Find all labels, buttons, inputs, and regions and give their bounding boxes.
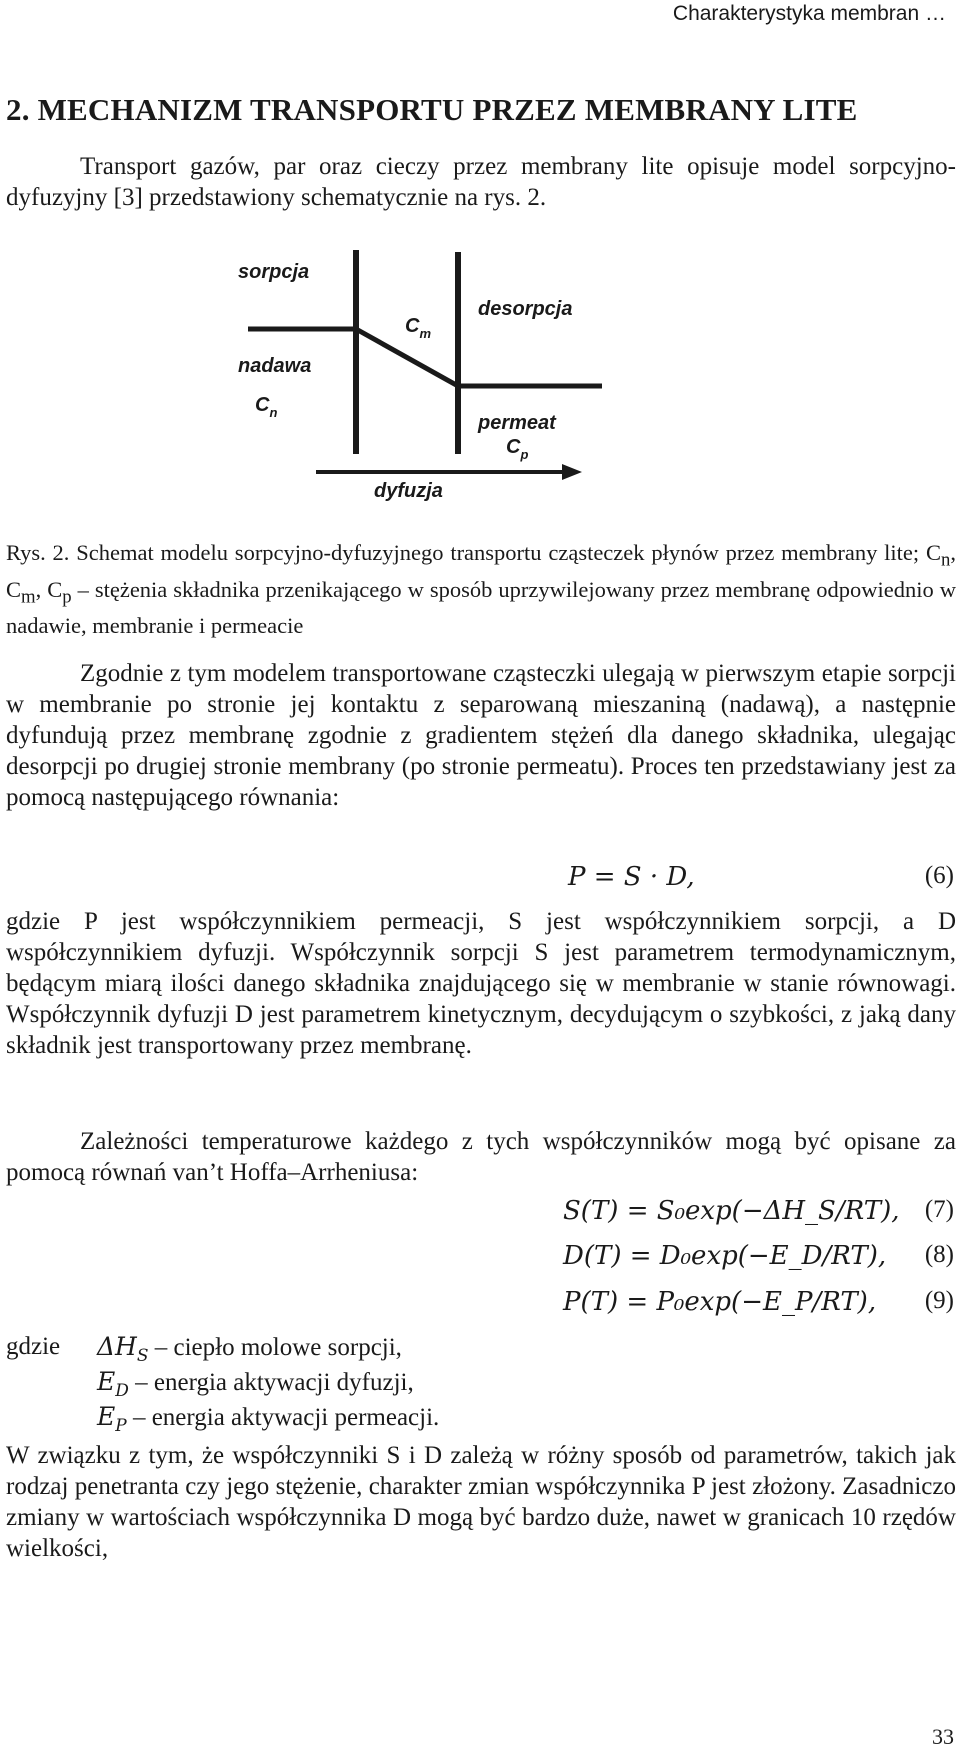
caption-label: Rys. 2. xyxy=(6,540,70,565)
definitions-lead: gdzie xyxy=(6,1333,61,1360)
body-paragraph-1: Zgodnie z tym modelem transportowane cząsteczki ulegają w pierwszym etapie sorpcji w membranie po stronie jej kontaktu z separowaną mieszaniną (nadawą), a następnie dyfundują przez membranę zgodnie z gradientem stężeń dla danego składnika, ulegając desorpcji po drugiej stronie membrany (po stronie permeatu). Proces ten przedstawiany jest za pomocą następującego równania: xyxy=(6,660,956,811)
definition-heat-of-sorption: $\Delta H_S$ – ciepło molowe sorpcji, xyxy=(97,1332,402,1366)
page-number: 33 xyxy=(932,1724,954,1749)
label-cm: $C_m$ xyxy=(405,315,432,341)
figure-caption: Rys. 2. Schemat modelu sorpcyjno-dyfuzyjnego transportu cząsteczek płynów przez membrany lite; $C_n$, $C_m$, $C_p$ – stężenia składnika przenikającego w sposób uprzywilejowany przez membranę odpowiednio w nadawie, membranie i permeacie xyxy=(6,540,956,638)
running-header: Charakterystyka membran … xyxy=(672,2,946,25)
section-title: 2. MECHANIZM TRANSPORTU PRZEZ MEMBRANY LITE xyxy=(6,92,858,127)
label-cp: $C_p$ xyxy=(506,436,529,462)
membrane-gradient-line xyxy=(356,329,458,386)
equation-7: S(T) = S₀exp(−ΔH_S/RT), xyxy=(563,1196,900,1226)
label-nadawa: nadawa xyxy=(238,355,312,377)
equation-8-number: (8) xyxy=(924,1241,954,1268)
definition-diffusion-activation-energy: $E_D$ – energia aktywacji dyfuzji, xyxy=(97,1367,414,1401)
body-paragraph-3: Zależności temperaturowe każdego z tych współczynników mogą być opisane za pomocą równań van’t Hoffa–Arrheniusa: xyxy=(6,1128,956,1186)
intro-paragraph: Transport gazów, par oraz cieczy przez membrany lite opisuje model sorpcyjno-dyfuzyjny [3] przedstawiony schematycznie na rys. 2. xyxy=(6,153,956,211)
body-paragraph-4: W związku z tym, że współczynniki S i D zależą w różny sposób od parametrów, takich jak rodzaj penetranta czy jego stężenie, charakter zmian współczynnika P jest złożony. Zasadniczo zmiany w wartościach współczynnika D mogą być bardzo duże, nawet w granicach 10 rzędów wielkości, xyxy=(6,1442,956,1562)
label-permeat: permeat xyxy=(478,412,556,434)
equation-6: P = S · D, xyxy=(568,862,695,892)
equation-9: P(T) = P₀exp(−E_P/RT), xyxy=(563,1287,877,1317)
body-paragraph-2: gdzie P jest współczynnikiem permeacji, S jest współczynnikiem sorpcji, a D współczynnikiem dyfuzji. Współczynnik sorpcji S jest parametrem termodynamicznym, będącym miarą ilości danego składnika znajdującego się w membranie w stanie równowagi. Współczynnik dyfuzji D jest parametrem kinetycznym, decydującym o szybkości, z jaką dany składnik jest transportowany przez membranę. xyxy=(6,908,956,1059)
equation-7-number: (7) xyxy=(924,1196,954,1223)
label-cn: $C_n$ xyxy=(255,394,278,420)
label-dyfuzja: dyfuzja xyxy=(374,480,443,502)
label-sorpcja: sorpcja xyxy=(238,261,310,283)
definition-permeation-activation-energy: $E_P$ – energia aktywacji permeacji. xyxy=(97,1402,440,1436)
equation-6-number: (6) xyxy=(924,862,954,889)
figure-sorption-diffusion-diagram xyxy=(0,240,960,510)
diffusion-arrow-head xyxy=(562,464,582,480)
equation-8: D(T) = D₀exp(−E_D/RT), xyxy=(563,1241,887,1271)
equation-9-number: (9) xyxy=(924,1287,954,1314)
label-desorpcja: desorpcja xyxy=(478,298,573,320)
